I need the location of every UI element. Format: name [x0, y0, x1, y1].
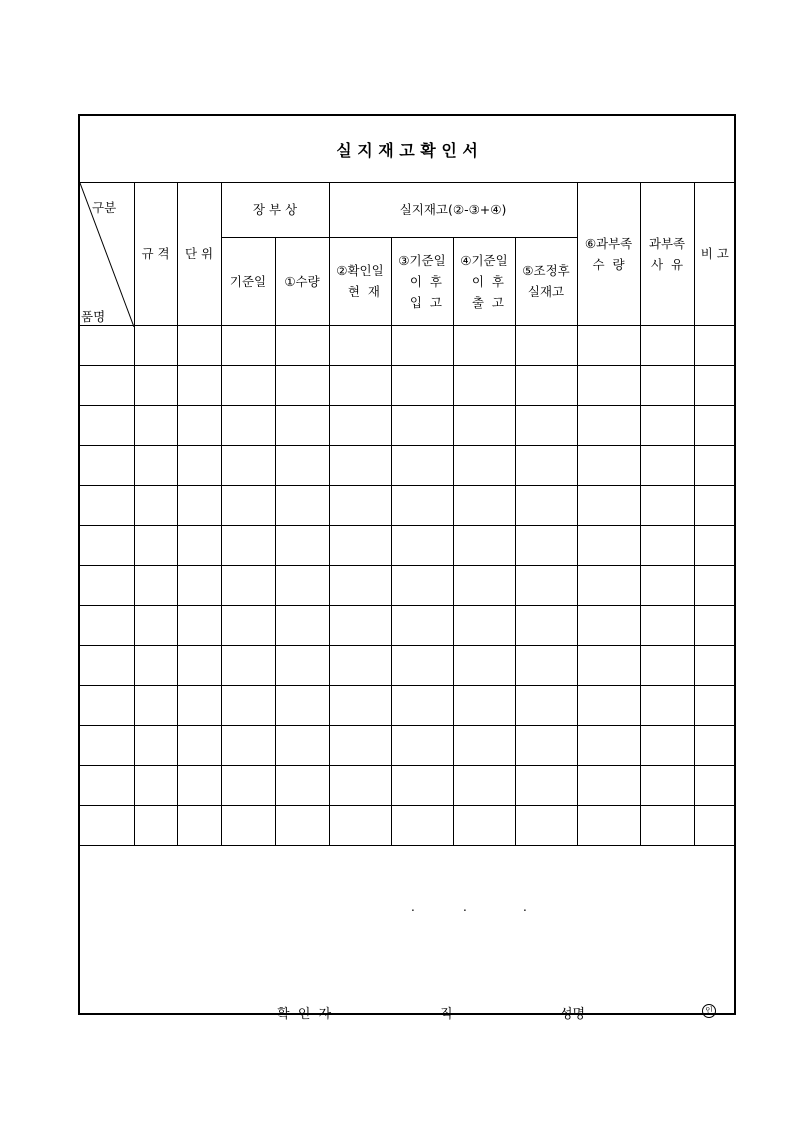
table-cell[interactable] — [275, 365, 329, 405]
table-cell[interactable] — [177, 765, 221, 805]
table-cell[interactable] — [577, 805, 640, 845]
table-cell[interactable] — [134, 645, 177, 685]
outbound-header — [453, 237, 515, 325]
table-cell[interactable] — [329, 485, 391, 525]
table-cell[interactable] — [177, 365, 221, 405]
pummyeong-label: 품명 — [81, 309, 106, 324]
table-cell[interactable] — [694, 605, 735, 645]
table-cell[interactable] — [391, 365, 453, 405]
table-cell[interactable] — [577, 405, 640, 445]
table-cell[interactable] — [391, 485, 453, 525]
table-cell[interactable] — [515, 445, 577, 485]
table-cell[interactable] — [80, 485, 134, 525]
unit-header: 단 위 — [177, 183, 221, 325]
table-row — [80, 325, 735, 365]
table-cell[interactable] — [275, 645, 329, 685]
table-cell[interactable] — [453, 645, 515, 685]
table-cell[interactable] — [577, 685, 640, 725]
table-cell[interactable] — [80, 605, 134, 645]
table-row — [80, 805, 735, 845]
table-cell[interactable] — [640, 365, 694, 405]
table-cell[interactable] — [329, 365, 391, 405]
table-cell[interactable] — [694, 405, 735, 445]
table-cell[interactable] — [134, 485, 177, 525]
table-cell[interactable] — [177, 445, 221, 485]
table-cell[interactable] — [453, 485, 515, 525]
table-cell[interactable] — [640, 485, 694, 525]
table-cell[interactable] — [329, 325, 391, 365]
table-cell[interactable] — [134, 405, 177, 445]
table-cell[interactable] — [515, 565, 577, 605]
table-cell[interactable] — [577, 485, 640, 525]
table-cell[interactable] — [577, 645, 640, 685]
table-cell[interactable] — [134, 525, 177, 565]
table-cell[interactable] — [577, 445, 640, 485]
seal-mark: 인 — [702, 1004, 716, 1018]
table-cell[interactable] — [80, 565, 134, 605]
table-cell[interactable] — [640, 325, 694, 365]
table-cell[interactable] — [177, 725, 221, 765]
table-cell[interactable] — [391, 805, 453, 845]
form-footer — [80, 845, 734, 1022]
gubun-pummyeong-header — [80, 183, 134, 325]
table-cell[interactable] — [275, 405, 329, 445]
form-title: 실 지 재 고 확 인 서 — [80, 116, 734, 183]
table-cell[interactable] — [134, 805, 177, 845]
table-cell[interactable] — [80, 685, 134, 725]
table-cell[interactable] — [177, 565, 221, 605]
table-cell[interactable] — [221, 525, 275, 565]
table-cell[interactable] — [221, 365, 275, 405]
gubun-label: 구분 — [92, 200, 117, 215]
table-cell[interactable] — [221, 445, 275, 485]
inventory-table — [80, 183, 735, 846]
table-cell[interactable] — [391, 645, 453, 685]
inbound-header — [391, 237, 453, 325]
confirm-stock-label: ②확인일 현 재 — [336, 263, 384, 299]
table-cell[interactable] — [577, 765, 640, 805]
table-cell[interactable] — [329, 765, 391, 805]
table-row — [80, 685, 735, 725]
table-cell[interactable] — [453, 325, 515, 365]
table-cell[interactable] — [391, 765, 453, 805]
table-cell[interactable] — [640, 765, 694, 805]
table-cell[interactable] — [640, 445, 694, 485]
table-cell[interactable] — [453, 605, 515, 645]
table-cell[interactable] — [80, 765, 134, 805]
table-cell[interactable] — [80, 365, 134, 405]
table-cell[interactable] — [694, 765, 735, 805]
table-cell[interactable] — [80, 725, 134, 765]
table-cell[interactable] — [515, 525, 577, 565]
table-cell[interactable] — [515, 405, 577, 445]
table-cell[interactable] — [80, 405, 134, 445]
table-cell[interactable] — [177, 485, 221, 525]
adjusted-header — [515, 237, 577, 325]
table-cell[interactable] — [694, 485, 735, 525]
table-cell[interactable] — [80, 805, 134, 845]
table-row — [80, 485, 735, 525]
table-cell[interactable] — [221, 685, 275, 725]
remarks-header: 비 고 — [694, 183, 735, 325]
table-cell[interactable] — [177, 325, 221, 365]
table-cell[interactable] — [391, 405, 453, 445]
table-cell[interactable] — [640, 645, 694, 685]
table-row — [80, 765, 735, 805]
table-cell[interactable] — [329, 445, 391, 485]
table-row — [80, 605, 735, 645]
spec-header: 규 격 — [134, 183, 177, 325]
table-cell[interactable] — [275, 445, 329, 485]
date-day-dot: . — [523, 900, 527, 914]
table-cell[interactable] — [275, 325, 329, 365]
table-row — [80, 725, 735, 765]
table-cell[interactable] — [453, 725, 515, 765]
table-cell[interactable] — [694, 525, 735, 565]
ledger-header: 장 부 상 — [221, 183, 329, 237]
table-cell[interactable] — [177, 645, 221, 685]
table-cell[interactable] — [640, 405, 694, 445]
table-cell[interactable] — [577, 325, 640, 365]
table-cell[interactable] — [453, 525, 515, 565]
table-cell[interactable] — [275, 685, 329, 725]
table-cell[interactable] — [275, 485, 329, 525]
table-cell[interactable] — [177, 605, 221, 645]
table-cell[interactable] — [391, 605, 453, 645]
table-cell[interactable] — [329, 725, 391, 765]
table-cell[interactable] — [221, 405, 275, 445]
table-cell[interactable] — [275, 765, 329, 805]
table-cell[interactable] — [391, 565, 453, 605]
table-cell[interactable] — [640, 565, 694, 605]
actual-stock-header: 실지재고(②-③+④) — [329, 183, 577, 237]
name-label: 성명 — [560, 1007, 586, 1022]
table-cell[interactable] — [134, 685, 177, 725]
table-row — [80, 365, 735, 405]
table-cell[interactable] — [134, 605, 177, 645]
table-cell[interactable] — [221, 645, 275, 685]
table-cell[interactable] — [177, 685, 221, 725]
table-cell[interactable] — [694, 565, 735, 605]
table-cell[interactable] — [453, 805, 515, 845]
base-date-header: 기준일 — [221, 237, 275, 325]
table-cell[interactable] — [694, 445, 735, 485]
confirm-stock-header — [329, 237, 391, 325]
table-cell[interactable] — [391, 725, 453, 765]
table-cell[interactable] — [221, 325, 275, 365]
table-cell[interactable] — [329, 605, 391, 645]
table-cell[interactable] — [515, 325, 577, 365]
table-cell[interactable] — [515, 805, 577, 845]
table-cell[interactable] — [134, 565, 177, 605]
table-cell[interactable] — [329, 645, 391, 685]
table-cell[interactable] — [577, 565, 640, 605]
table-cell[interactable] — [577, 365, 640, 405]
table-cell[interactable] — [391, 325, 453, 365]
table-row — [80, 645, 735, 685]
table-cell[interactable] — [640, 805, 694, 845]
table-cell[interactable] — [577, 605, 640, 645]
table-cell[interactable] — [80, 325, 134, 365]
table-cell[interactable] — [453, 765, 515, 805]
table-cell[interactable] — [275, 805, 329, 845]
table-cell[interactable] — [640, 525, 694, 565]
table-cell[interactable] — [80, 445, 134, 485]
table-cell[interactable] — [134, 725, 177, 765]
table-cell[interactable] — [577, 725, 640, 765]
table-cell[interactable] — [515, 365, 577, 405]
table-cell[interactable] — [329, 685, 391, 725]
table-cell[interactable] — [515, 685, 577, 725]
table-cell[interactable] — [329, 805, 391, 845]
table-cell[interactable] — [134, 445, 177, 485]
table-row — [80, 445, 735, 485]
table-cell[interactable] — [453, 685, 515, 725]
adjusted-label: ⑤조정후 실재고 — [522, 263, 570, 299]
table-cell[interactable] — [391, 445, 453, 485]
table-cell[interactable] — [275, 525, 329, 565]
inventory-confirmation-form — [78, 114, 736, 1022]
table-cell[interactable] — [221, 805, 275, 845]
date-month-dot: . — [463, 900, 467, 914]
table-cell[interactable] — [329, 565, 391, 605]
table-cell[interactable] — [221, 605, 275, 645]
qty1-header: ①수량 — [275, 237, 329, 325]
table-cell[interactable] — [694, 365, 735, 405]
diff-reason-header — [640, 183, 694, 325]
diff-reason-label: 과부족 사 유 — [648, 235, 686, 272]
table-cell[interactable] — [221, 765, 275, 805]
inbound-label: ③기준일 이 후 입 고 — [398, 252, 446, 310]
table-cell[interactable] — [134, 765, 177, 805]
table-cell[interactable] — [134, 325, 177, 365]
table-cell[interactable] — [391, 685, 453, 725]
table-cell[interactable] — [640, 725, 694, 765]
table-cell[interactable] — [694, 725, 735, 765]
table-cell[interactable] — [80, 525, 134, 565]
table-cell[interactable] — [453, 445, 515, 485]
table-cell[interactable] — [694, 805, 735, 845]
table-cell[interactable] — [453, 405, 515, 445]
table-cell[interactable] — [275, 565, 329, 605]
table-cell[interactable] — [640, 605, 694, 645]
confirmer-label: 확 인 자 — [277, 1007, 332, 1022]
table-cell[interactable] — [275, 605, 329, 645]
table-cell[interactable] — [177, 405, 221, 445]
table-cell[interactable] — [221, 725, 275, 765]
table-row — [80, 405, 735, 445]
table-cell[interactable] — [577, 525, 640, 565]
table-cell[interactable] — [694, 645, 735, 685]
table-cell[interactable] — [640, 685, 694, 725]
table-row — [80, 525, 735, 565]
table-cell[interactable] — [391, 525, 453, 565]
table-cell[interactable] — [515, 645, 577, 685]
table-cell[interactable] — [515, 765, 577, 805]
table-cell[interactable] — [329, 405, 391, 445]
table-cell[interactable] — [515, 725, 577, 765]
date-year-dot: . — [411, 900, 415, 914]
table-cell[interactable] — [177, 525, 221, 565]
diff-qty-header — [577, 183, 640, 325]
diff-qty-label: ⑥과부족 수 량 — [584, 235, 633, 272]
table-cell[interactable] — [453, 565, 515, 605]
table-cell[interactable] — [694, 685, 735, 725]
table-cell[interactable] — [694, 325, 735, 365]
position-label: 직 — [440, 1007, 453, 1022]
table-cell[interactable] — [221, 565, 275, 605]
outbound-label: ④기준일 이 후 출 고 — [460, 252, 508, 310]
table-cell[interactable] — [221, 485, 275, 525]
table-cell[interactable] — [453, 365, 515, 405]
table-cell[interactable] — [329, 525, 391, 565]
table-cell[interactable] — [515, 605, 577, 645]
table-cell[interactable] — [515, 485, 577, 525]
table-cell[interactable] — [275, 725, 329, 765]
table-cell[interactable] — [80, 645, 134, 685]
table-cell[interactable] — [177, 805, 221, 845]
table-cell[interactable] — [134, 365, 177, 405]
table-row — [80, 565, 735, 605]
